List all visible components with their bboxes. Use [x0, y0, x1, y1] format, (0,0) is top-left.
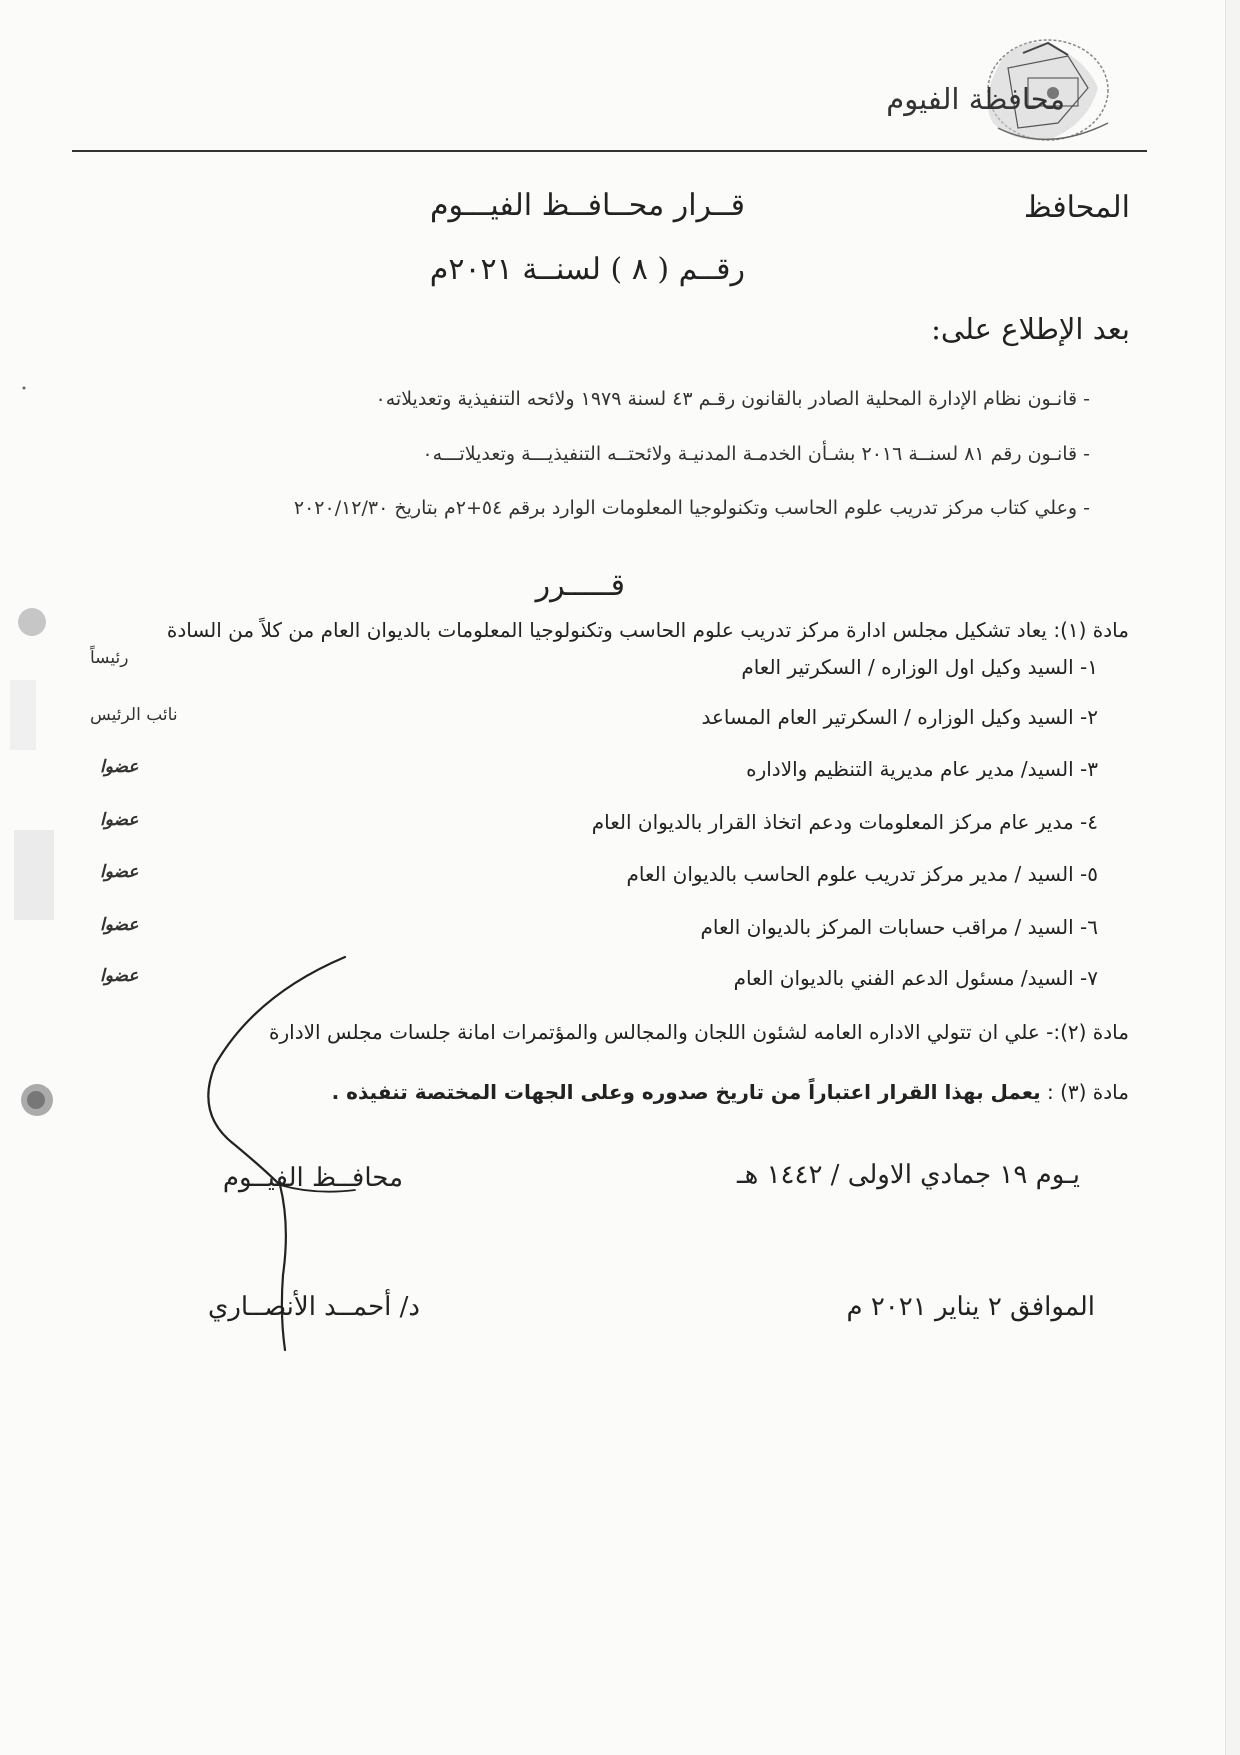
decided-heading: قـــــرر: [535, 568, 625, 603]
gregorian-date: الموافق ٢ يناير ٢٠٢١ م: [846, 1292, 1095, 1322]
preamble-item: - قانـون رقم ٨١ لسنــة ٢٠١٦ بشـأن الخدمـة المدنيـة ولائحتــه التنفيذيـــة وتعديلاتـــه٠: [422, 443, 1090, 465]
member-role: عضوا: [100, 966, 139, 986]
article-three: [332, 1080, 1129, 1104]
preamble-intro: بعد الإطلاع على:: [931, 312, 1130, 346]
member-role: نائب الرئيس: [90, 705, 178, 725]
decision-title: قــرار محــافــظ الفيـــوم: [429, 188, 745, 223]
member-item: ٤- مدير عام مركز المعلومات ودعم اتخاذ القرار بالديوان العام: [591, 810, 1098, 834]
member-item: ٣- السيد/ مدير عام مديرية التنظيم والاداره: [746, 757, 1098, 781]
member-role: عضوا: [100, 915, 139, 935]
preamble-item: - وعلي كتاب مركز تدريب علوم الحاسب وتكنولوجيا المعلومات الوارد برقم ٥٤+٢م بتاريخ ٢٠٢٠/١٢/٣٠: [293, 497, 1090, 519]
member-role: عضوا: [100, 757, 139, 777]
article-one: مادة (١): يعاد تشكيل مجلس ادارة مركز تدريب علوم الحاسب وتكنولوجيا المعلومات بالديوان العام من كلاً من السادة: [166, 618, 1129, 642]
governorate-name: محافظة الفيوم: [886, 82, 1065, 116]
member-item: ١- السيد وكيل اول الوزاره / السكرتير العام: [741, 655, 1098, 679]
member-item: ٢- السيد وكيل الوزاره / السكرتير العام المساعد: [701, 705, 1098, 729]
article-two: مادة (٢):- علي ان تتولي الاداره العامه لشئون اللجان والمجالس والمؤتمرات امانة جلسات مجلس الادارة: [269, 1020, 1129, 1044]
member-item: ٧- السيد/ مسئول الدعم الفني بالديوان العام: [733, 966, 1098, 990]
member-item: ٥- السيد / مدير مركز تدريب علوم الحاسب بالديوان العام: [626, 862, 1098, 886]
preamble-item: - قانـون نظام الإدارة المحلية الصادر بالقانون رقـم ٤٣ لسنة ١٩٧٩ ولائحه التنفيذية وتعديلاته٠: [375, 388, 1090, 410]
header-divider: [72, 150, 1147, 152]
member-role: عضوا: [100, 810, 139, 830]
handwritten-signature: [195, 955, 375, 1355]
hijri-date: يـوم ١٩ جمادي الاولى / ١٤٤٢ هـ: [736, 1160, 1080, 1190]
decision-number: رقــم ( ٨ ) لسنــة ٢٠٢١م: [429, 252, 745, 287]
member-role: عضوا: [100, 862, 139, 882]
member-role: رئيساً: [90, 648, 129, 668]
governor-label: المحافظ: [1023, 190, 1130, 225]
signatory-name: د/ أحمــد الأنصــاري: [208, 1292, 420, 1322]
signatory-title: محافــظ الفيــوم: [222, 1163, 403, 1193]
article-three-prefix: مادة (٣) :: [1046, 1080, 1129, 1104]
article-three-text: يعمل بهذا القرار اعتباراً من تاريخ صدوره وعلى الجهات المختصة تنفيذه .: [331, 1080, 1041, 1104]
member-item: ٦- السيد / مراقب حسابات المركز بالديوان العام: [700, 915, 1098, 939]
